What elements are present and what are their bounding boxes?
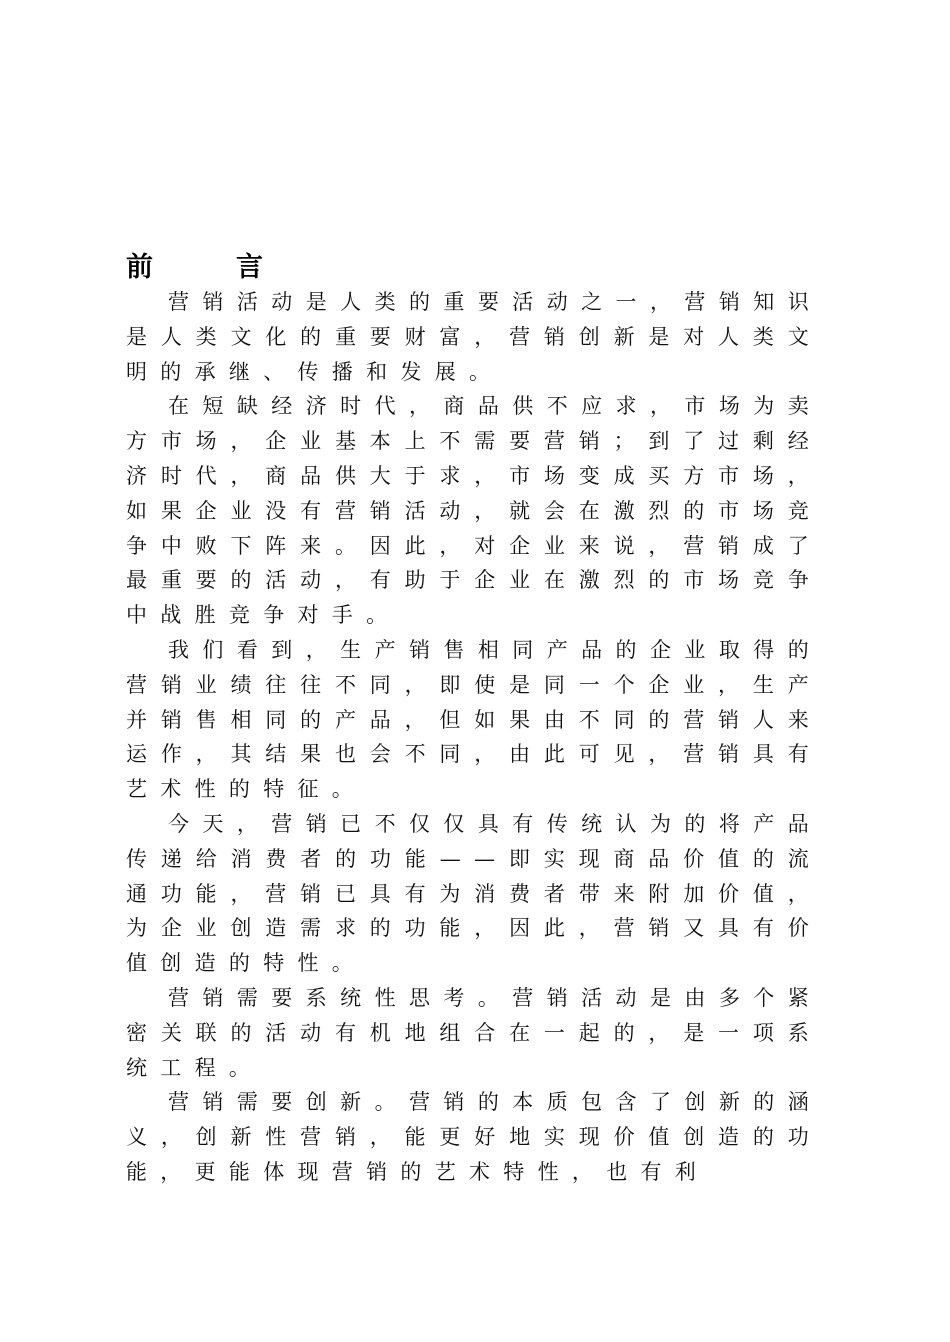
page-title: 前 言 <box>126 252 291 283</box>
body-text <box>126 285 822 1190</box>
paragraph-2: 在短缺经济时代，商品供不应求，市场为卖方市场，企业基本上不需要营销；到了过剩经济时代，商品供大于求，市场变成买方市场，如果企业没有营销活动，就会在激烈的市场竞争中败下阵来。因此，对企业来说，营销成了最重要的活动，有助于企业在激烈的市场竞争中战胜竞争对手。 <box>126 394 822 628</box>
paragraph-1: 营销活动是人类的重要活动之一，营销知识是人类文化的重要财富，营销创新是对人类文明的承继、传播和发展。 <box>126 290 822 384</box>
paragraph-4: 今天，营销已不仅仅具有传统认为的将产品传递给消费者的功能——即实现商品价值的流通功能，营销已具有为消费者带来附加价值，为企业创造需求的功能，因此，营销又具有价值创造的特性。 <box>126 811 822 976</box>
paragraph-3: 我们看到，生产销售相同产品的企业取得的营销业绩往往不同，即使是同一个企业，生产并销售相同的产品，但如果由不同的营销人来运作，其结果也会不同，由此可见，营销具有艺术性的特征。 <box>126 637 822 802</box>
paragraph-6: 营销需要创新。营销的本质包含了创新的涵义，创新性营销，能更好地实现价值创造的功能，更能体现营销的艺术特性，也有利 <box>126 1090 822 1184</box>
paragraph-5: 营销需要系统性思考。营销活动是由多个紧密关联的活动有机地组合在一起的，是一项系统工程。 <box>126 985 822 1080</box>
